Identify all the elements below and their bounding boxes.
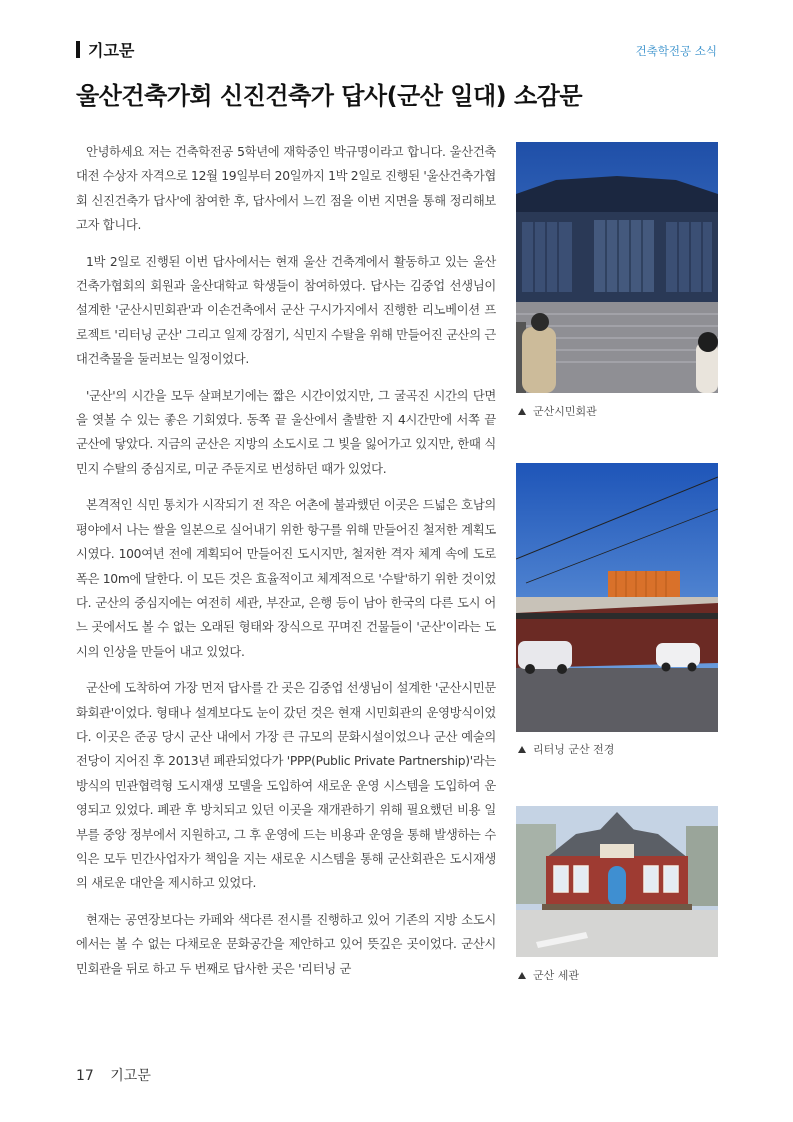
triangle-icon	[518, 746, 526, 753]
paragraph: 현재는 공연장보다는 카페와 색다른 전시를 진행하고 있어 기존의 지방 소도시에서는 볼 수 없는 다채로운 문화공간을 제안하고 있어 뜻깊은 곳이었다. 군산시민회관을 뒤로 하고 두 번째로 답사한 곳은 '리터닝 군	[76, 912, 496, 976]
paragraph: 본격적인 식민 통치가 시작되기 전 작은 어촌에 불과했던 이곳은 드넓은 호남의 평야에서 나는 쌀을 일본으로 실어내기 위한 항구를 위해 만들어진 철저한 계획도시였다. 100여년 전에 계획되어 만들어진 도시지만, 철저한 격자 체계 속에 도로 폭은 10m에 달한다. 이 모든 것은 효율적이고 체계적으로 '수탈'하기 위한 것이었다. 군산의 중심지에는 여전히 세관, 부잔교, 은행 등이 남아 한국의 다른 도시 어느 곳에서도 볼 수 없는 오래된 형태와 장식으로 꾸며진 건물들이 '군산'이라는 도시의 인상을 만들어 내고 있었다.	[76, 498, 496, 659]
footer-section: 기고문	[110, 1068, 151, 1084]
photo-caption: 리터닝 군산 전경	[518, 741, 614, 757]
returning-gunsan-illustration	[516, 463, 718, 732]
photo-gunsan-customs	[516, 806, 718, 957]
civic-hall-illustration	[516, 142, 718, 393]
photo-caption: 군산 세관	[518, 967, 579, 983]
triangle-icon	[518, 972, 526, 979]
article-body	[76, 140, 496, 993]
paragraph: 군산에 도착하여 가장 먼저 답사를 간 곳은 김중업 선생님이 설계한 '군산시민문화회관'이었다. 형태나 설계보다도 눈이 갔던 것은 현재 시민회관의 운영방식이었다. 이곳은 준공 당시 군산 내에서 가장 큰 규모의 문화시설이었으나 군산 예술의 전당이 지어진 후 2013년 폐관되었다가 'PPP(Public Private Partnership)'라는 방식의 민관협력형 도시재생 모델을 도입하여 새로운 운영 시스템을 도입하여 운영되고 있었다. 폐관 후 방치되고 있던 이곳을 재개관하기 위해 필요했던 비용 일부를 중앙 정부에서 지원하고, 그 후 운영에 드는 비용과 운영을 통해 발생하는 수익은 모두 민간사업자가 책임을 지는 새로운 시스템을 통해 군산회관은 도시재생의 새로운 대안을 제시하고 있었다.	[76, 681, 496, 891]
photo-caption: 군산시민회관	[518, 403, 597, 419]
triangle-icon	[518, 408, 526, 415]
section-marker	[76, 41, 80, 58]
article-title: 울산건축가회 신진건축가 답사(군산 일대) 소감문	[76, 82, 583, 110]
photo-gunsan-civic-hall	[516, 142, 718, 393]
page-number: 17	[76, 1068, 94, 1084]
photo-returning-gunsan	[516, 463, 718, 732]
paragraph: '군산'의 시간을 모두 살펴보기에는 짧은 시간이었지만, 그 굴곡진 시간의 단면을 엿볼 수 있는 좋은 기회였다. 동쪽 끝 울산에서 출발한 지 4시간만에 서쪽 끝 군산에 닿았다. 지금의 군산은 지방의 소도시로 그 빛을 잃어가고 있지만, 한때 식민지 수탈의 중심지로, 미군 주둔지로 번성하던 때가 있었다.	[76, 388, 496, 476]
page-footer	[76, 1065, 151, 1085]
section-tag	[76, 38, 134, 61]
publication-name: 건축학전공 소식	[635, 44, 717, 58]
paragraph: 1박 2일로 진행된 이번 답사에서는 현재 울산 건축계에서 활동하고 있는 울산건축가협회의 회원과 울산대학교 학생들이 참여하였다. 답사는 김중업 선생님이 설계한 '군산시민회관'과 이손건축에서 군산 구시가지에서 진행한 리노베이션 프로젝트 '리터닝 군산' 그리고 일제 강점기, 식민지 수탈을 위해 만들어진 군산의 근대건축물을 둘러보는 일정이었다.	[76, 254, 496, 367]
section-label: 기고문	[88, 41, 135, 60]
customs-house-illustration	[516, 806, 718, 957]
paragraph: 안녕하세요 저는 건축학전공 5학년에 재학중인 박규명이라고 합니다. 울산건축대전 수상자 자격으로 12월 19일부터 20일까지 1박 2일로 진행된 '울산건축가협회 신진건축가 답사'에 참여한 후, 답사에서 느낀 점을 이번 지면을 통해 정리해보고자 합니다.	[76, 145, 496, 233]
